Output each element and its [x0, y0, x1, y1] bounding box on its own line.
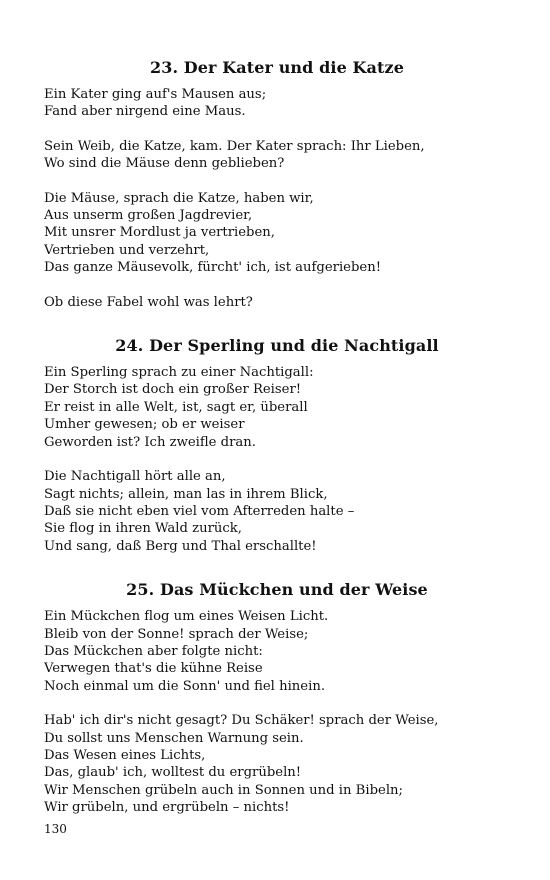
fable-spacer	[44, 328, 510, 336]
verse-line: Wir grübeln, und ergrübeln – nichts!	[44, 800, 290, 816]
verse-line: Fand aber nirgend eine Maus.	[44, 104, 246, 120]
verse-line: Daß sie nicht eben viel vom Afterreden halte –	[44, 503, 355, 519]
verse-line: Das ganze Mäusevolk, fürcht' ich, ist aufgerieben!	[44, 260, 382, 276]
fable-24	[44, 336, 510, 555]
verse-line: Aus unserm großen Jagdrevier,	[44, 208, 253, 224]
verse-line: Der Storch ist doch ein großer Reiser!	[44, 382, 302, 398]
verse-line: Mit unsrer Mordlust ja vertrieben,	[44, 225, 275, 241]
stanza	[44, 294, 510, 311]
fable-23	[44, 58, 510, 311]
verse-line: Ein Kater ging auf's Mausen aus;	[44, 87, 267, 102]
verse-line: Sie flog in ihren Wald zurück,	[44, 521, 242, 537]
verse-line: Vertrieben und verzehrt,	[44, 242, 210, 258]
verse-line: Er reist in alle Welt, ist, sagt er, überall	[44, 399, 308, 415]
stanza	[44, 190, 510, 277]
verse-line: Wo sind die Mäuse denn geblieben?	[44, 156, 285, 172]
verse-line: Die Nachtigall hört alle an,	[44, 469, 226, 485]
verse-line: Ob diese Fabel wohl was lehrt?	[44, 294, 253, 310]
verse-line: Bleib von der Sonne! sprach der Weise;	[44, 626, 309, 642]
fable-title: 25. Das Mückchen und der Weise	[126, 580, 428, 600]
page-body	[44, 58, 510, 834]
stanza	[44, 712, 510, 816]
verse-line: Ein Sperling sprach zu einer Nachtigall:	[44, 365, 314, 381]
verse-line: Sagt nichts; allein, man las in ihrem Blick,	[44, 486, 328, 502]
verse-line: Und sang, daß Berg und Thal erschallte!	[44, 538, 317, 554]
stanza	[44, 468, 510, 555]
verse-line: Das Mückchen aber folgte nicht:	[44, 643, 263, 659]
verse-line: Sein Weib, die Katze, kam. Der Kater sprach: Ihr Lieben,	[44, 138, 425, 154]
stanza	[44, 364, 510, 451]
verse-line: Verwegen that's die kühne Reise	[44, 661, 263, 677]
verse-line: Du sollst uns Menschen Warnung sein.	[44, 730, 304, 746]
fable-25	[44, 580, 510, 816]
fable-title: 24. Der Sperling und die Nachtigall	[115, 336, 439, 356]
verse-line: Das, glaub' ich, wolltest du ergrübeln!	[44, 765, 302, 781]
page-number: 130	[44, 822, 67, 836]
verse-line: Geworden ist? Ich zweifle dran.	[44, 434, 256, 450]
verse-line: Wir Menschen grübeln auch in Sonnen und in Bibeln;	[44, 782, 403, 798]
stanza	[44, 608, 510, 695]
verse-line: Noch einmal um die Sonn' und fiel hinein.	[44, 678, 326, 694]
verse-line: Hab' ich dir's nicht gesagt? Du Schäker! sprach der Weise,	[44, 713, 439, 729]
verse-line: Das Wesen eines Lichts,	[44, 747, 206, 763]
stanza	[44, 86, 510, 121]
verse-line: Umher gewesen; ob er weiser	[44, 417, 245, 433]
verse-line: Ein Mückchen flog um eines Weisen Licht.	[44, 609, 329, 625]
stanza	[44, 138, 510, 173]
verse-line: Die Mäuse, sprach die Katze, haben wir,	[44, 190, 314, 206]
fable-title: 23. Der Kater und die Katze	[150, 58, 404, 77]
fable-spacer	[44, 572, 510, 580]
